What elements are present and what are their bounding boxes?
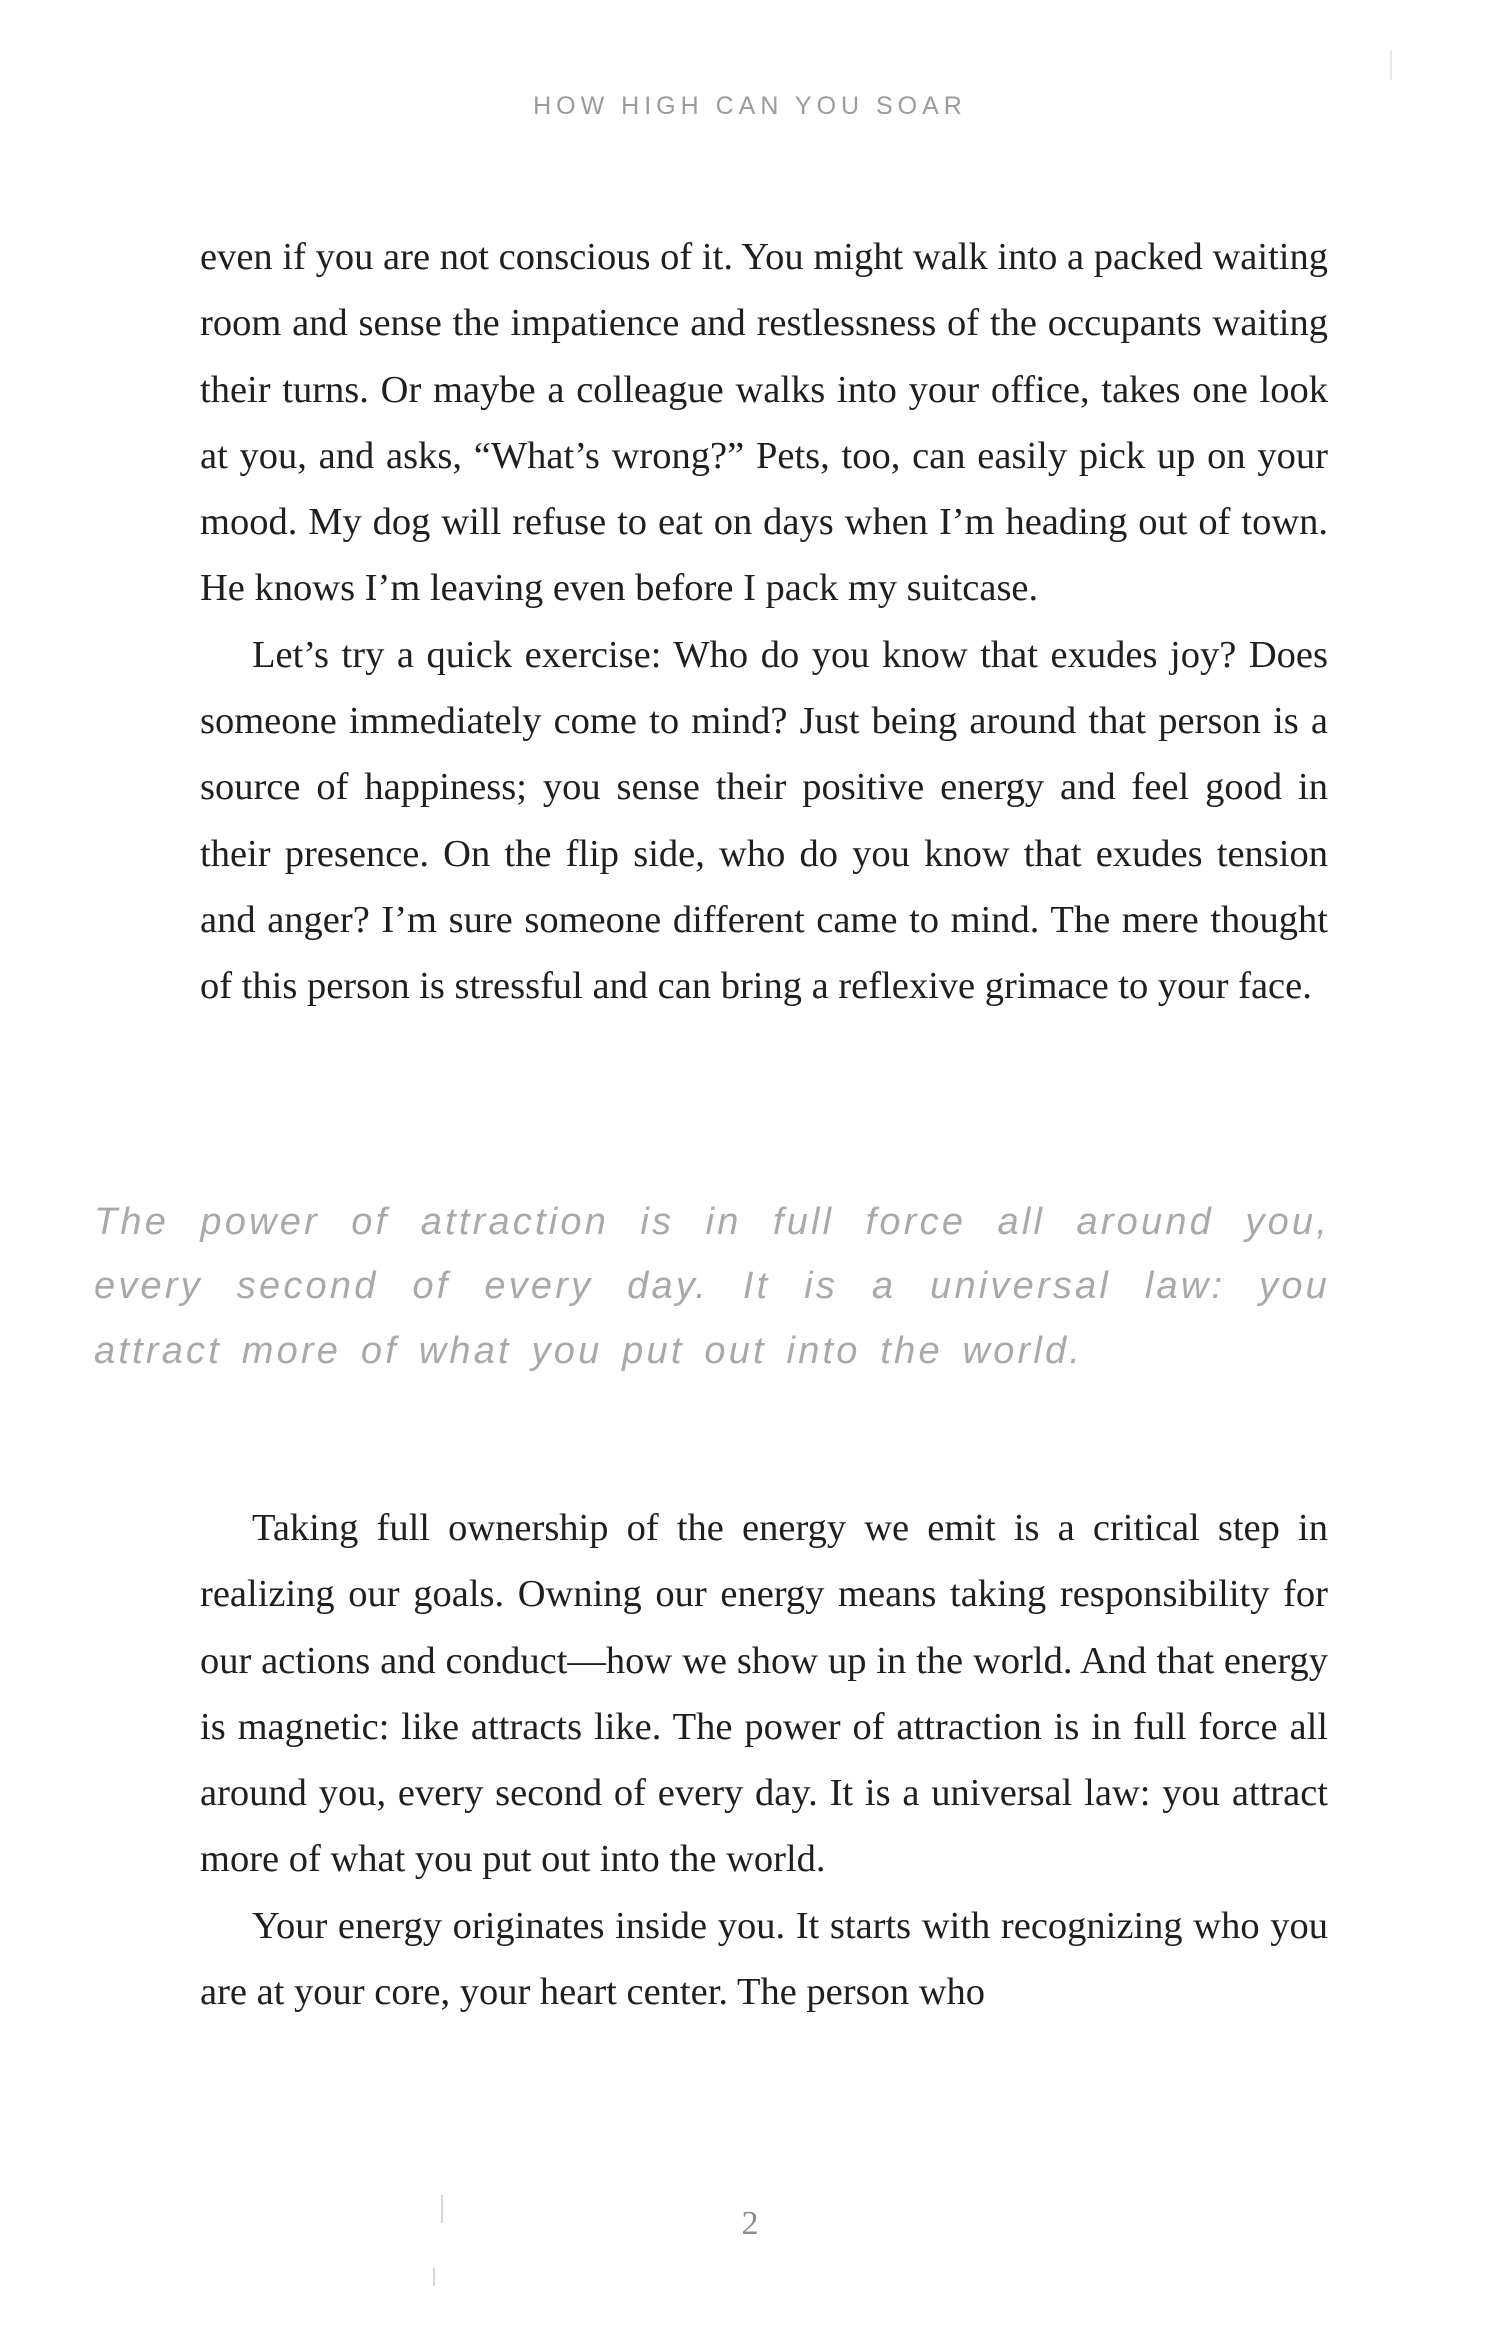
scan-artifact <box>433 2268 435 2286</box>
body-text-top <box>200 224 1328 1020</box>
paragraph-energy-origin: Your energy originates inside you. It starts with recognizing who you are at your core, your heart center. The person who <box>200 1904 1328 2014</box>
paragraph-quick-exercise: Let’s try a quick exercise: Who do you know that exudes joy? Does someone immediately come to mind? Just being around that person is a source of happiness; you sense their positive energy and feel good in their presence. On the flip side, who do you know that exudes tension and anger? I’m sure someone different came to mind. The mere thought of this person is stressful and can bring a reflexive grimace to your face. <box>200 633 1328 1008</box>
scan-artifact <box>1390 50 1392 80</box>
paragraph-ownership: Taking full ownership of the energy we emit is a critical step in realizing our goals. Owning our energy means taking responsibility for our actions and conduct—how we show up in the world. And that energy is magnetic: like attracts like. The power of attraction is in full force all around you, every second of every day. It is a universal law: you attract more of what you put out into the world. <box>200 1507 1328 1881</box>
scan-artifact <box>441 2195 443 2223</box>
paragraph-continued: even if you are not conscious of it. You might walk into a packed waiting room and sense the impatience and restlessness of the occupants waiting their turns. Or maybe a colleague walks into your office, takes one look at you, and asks, “What’s wrong?” Pets, too, can easily pick up on your mood. My dog will refuse to eat on days when I’m heading out of town. He knows I’m leaving even before I pack my suitcase. <box>200 236 1328 610</box>
page-number: 2 <box>741 2205 759 2242</box>
pull-quote: The power of attraction is in full force all around you, every second of every day. It is a universal law: you attract more of what you put out into the world. <box>94 1201 1330 1372</box>
running-head: HOW HIGH CAN YOU SOAR <box>533 92 967 120</box>
body-text-bottom <box>200 1495 1328 2025</box>
